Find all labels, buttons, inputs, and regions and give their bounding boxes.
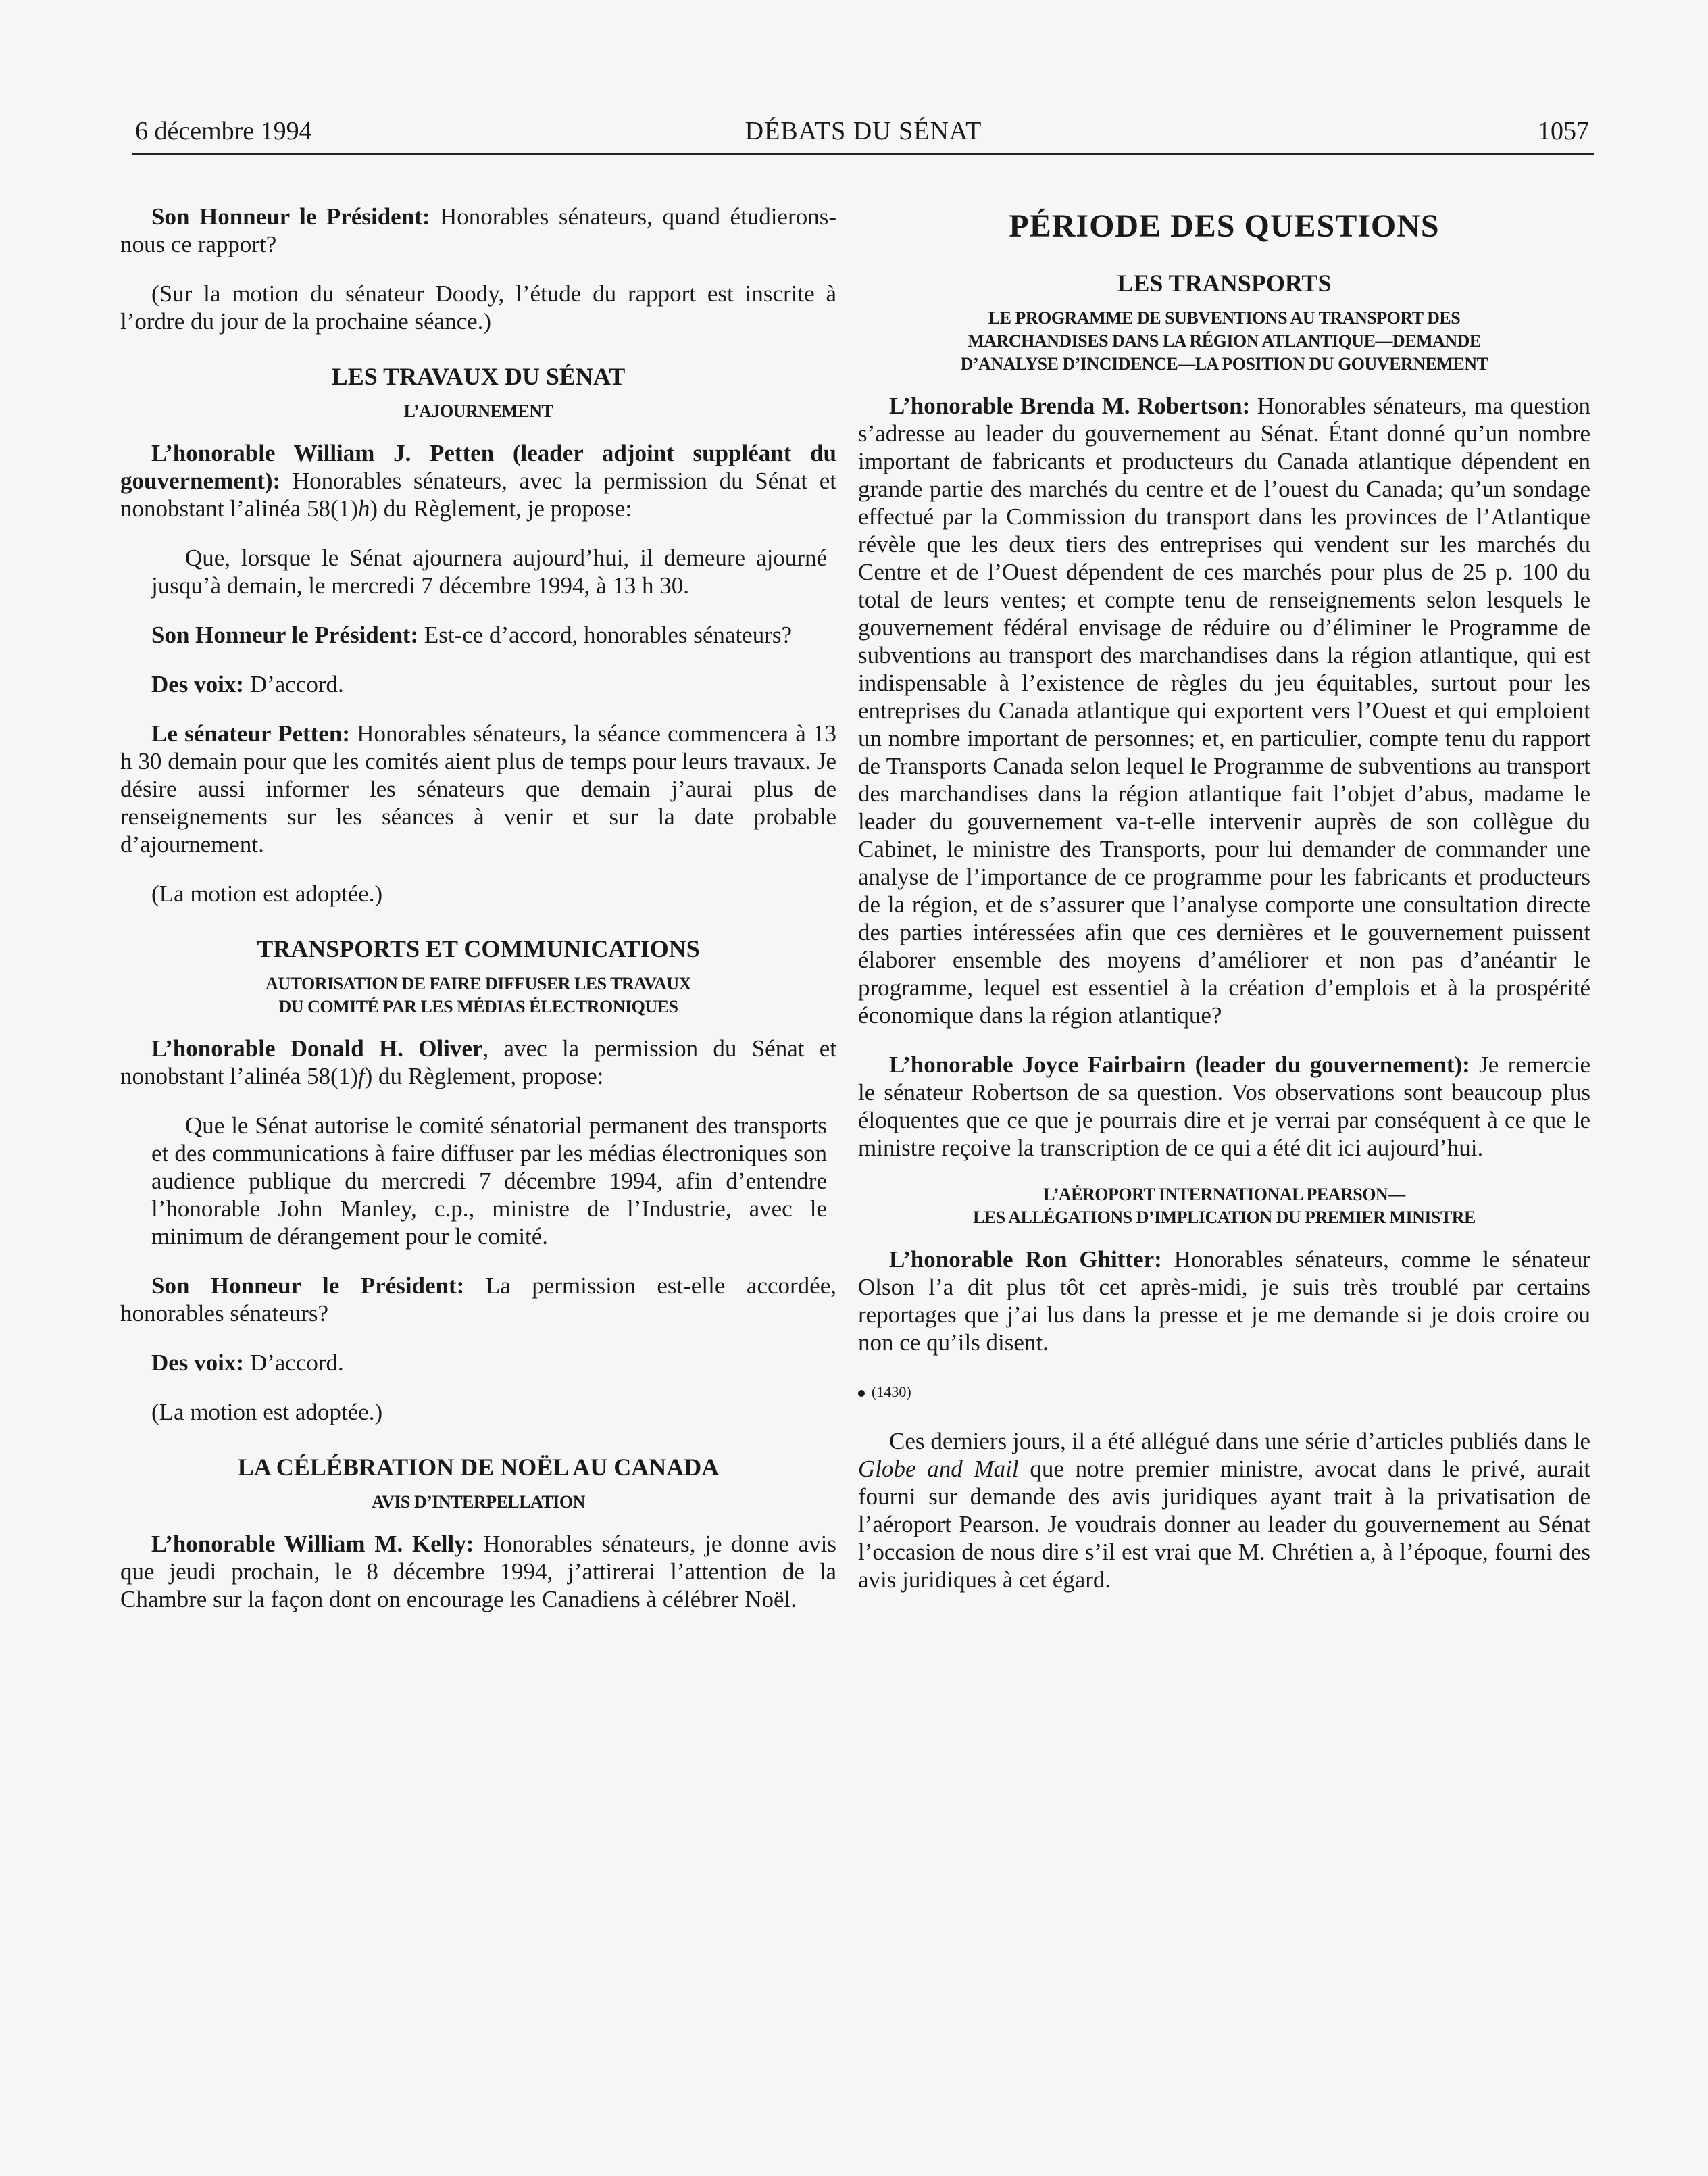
bullet-icon xyxy=(858,1390,865,1397)
subsection-heading xyxy=(858,307,1590,376)
subheading-line: D’ANALYSE D’INCIDENCE—LA POSITION DU GOUVERNEMENT xyxy=(960,354,1488,374)
italic-text: f xyxy=(357,1063,365,1089)
speech-text: Honorables sénateurs, je donne avis que jeudi prochain, le 8 décembre 1994, j’attirerai l’attention de la Chambre sur la façon dont on encourage les Canadiens à célébrer Noël. xyxy=(120,1531,836,1612)
speaker-name: L’honorable Brenda M. Robertson: xyxy=(889,393,1251,419)
paragraph xyxy=(120,1349,836,1377)
paragraph xyxy=(120,203,836,258)
section-heading: TRANSPORTS ET COMMUNICATIONS xyxy=(257,935,700,962)
paragraph xyxy=(120,1530,836,1613)
subheading-line: DU COMITÉ PAR LES MÉDIAS ÉLECTRONIQUES xyxy=(278,997,678,1016)
speaker-name: Son Honneur le Président: xyxy=(151,622,419,648)
speaker-name: L’honorable Ron Ghitter: xyxy=(889,1246,1162,1272)
time-marker-text: (1430) xyxy=(872,1383,911,1400)
subsection-heading xyxy=(858,1183,1590,1229)
section-heading: LES TRAVAUX DU SÉNAT xyxy=(331,363,626,390)
main-section-title: PÉRIODE DES QUESTIONS xyxy=(1009,208,1440,244)
speech-text: Honorables sénateurs, la séance commencera à 13 h 30 demain pour que les comités aient plus de temps pour leurs travaux. Je désire aussi informer les sénateurs que demain j’aurai plus de renseignements sur les séances à venir et sur la date probable d’ajournement. xyxy=(120,720,837,858)
speech-text: ) du Règlement, propose: xyxy=(364,1063,604,1089)
speech-text: Je remercie le sénateur Robertson de sa question. Vos observations sont beaucoup plus éloquentes que ce que je pourrais dire et je verrai par conséquent à ce que le ministre reçoive la transcription de ce qui a été dit ici aujourd’hui. xyxy=(858,1052,1590,1161)
header-page-number: 1057 xyxy=(1538,117,1589,145)
subheading-line: L’AÉROPORT INTERNATIONAL PEARSON— xyxy=(1043,1185,1405,1204)
italic-text: Globe and Mail xyxy=(858,1456,1019,1482)
speech-text: Ces derniers jours, il a été allégué dans une série d’articles publiés dans le xyxy=(889,1428,1590,1454)
speech-text: , avec la permission du Sénat et nonobstant l’alinéa 58(1) xyxy=(120,1035,837,1089)
speaker-name: Des voix: xyxy=(151,671,245,697)
subsection-heading: L’AJOURNEMENT xyxy=(403,401,553,421)
italic-text: h xyxy=(357,495,370,522)
subheading-line: MARCHANDISES DANS LA RÉGION ATLANTIQUE—DEMANDE xyxy=(968,331,1481,351)
subheading-line: LE PROGRAMME DE SUBVENTIONS AU TRANSPORT DES xyxy=(988,308,1461,328)
section-heading: LA CÉLÉBRATION DE NOËL AU CANADA xyxy=(237,1454,720,1481)
speaker-name: Le sénateur Petten: xyxy=(151,720,350,747)
speaker-name: L’honorable William M. Kelly: xyxy=(151,1531,474,1557)
speech-text: ) du Règlement, je propose: xyxy=(370,495,632,522)
speaker-name: Son Honneur le Président: xyxy=(151,203,430,230)
speech-text: D’accord. xyxy=(244,671,344,697)
subheading-line: AUTORISATION DE FAIRE DIFFUSER LES TRAVAUX xyxy=(266,974,691,993)
speech-text: que notre premier ministre, avocat dans le privé, aurait fourni sur demande des avis juridiques ayant trait à la privatisation de l’aéroport Pearson. Je voudrais donner au leader du gouvernement au Sénat l’occasion de nous dire s’il est vrai que M. Chrétien a, à l’époque, fourni des avis juridiques à cet égard. xyxy=(858,1456,1590,1593)
paragraph xyxy=(120,1272,836,1327)
paragraph xyxy=(858,1427,1590,1593)
speech-text: Honorables sénateurs, ma question s’adresse au leader du gouvernement au Sénat. Étant donné qu’un nombre important de fabricants et producteurs du Canada atlantique dépendent en grande partie des marchés du centre et de l’ouest du Canada; qu’un sondage effectué par la Commission du transport dans les provinces de l’Atlantique révèle que les deux tiers des entreprises qui vendent sur les marchés du Centre et de l’Ouest dépendent de ces marchés pour plus de 25 p. 100 du total de leurs ventes; et compte tenu de renseignements selon lesquels le gouvernement fédéral envisage de réduire ou d’éliminer le Programme de subventions au transport des marchandises dans la région atlantique, qui est indispensable à l’existence de règles du jeu équitables, surtout pour les entreprises du Canada atlantique qui exportent vers l’Ouest et qui emploient un nombre important de personnes; et, en particulier, compte tenu du rapport de Transports Canada selon lequel le Programme de subventions au transport des marchandises dans la région atlantique fait l’objet d’abus, madame le leader du gouvernement va-t-elle intervenir auprès de son collègue du Cabinet, le ministre des Transports, pour lui demander de commander une analyse de l’importance de ce programme pour les fabricants et producteurs de la région, et de s’assurer que l’analyse comporte une consultation directe des parties intéressées afin que ces dernières et le gouvernement puissent élaborer ensemble des moyens d’améliorer et non pas d’anéantir le programme, lequel est essentiel à la création d’emplois et à la prospérité économique dans la région atlantique? xyxy=(858,393,1590,1029)
header-date: 6 décembre 1994 xyxy=(135,117,312,145)
motion-quote: Que, lorsque le Sénat ajournera aujourd’hui, il demeure ajourné jusqu’à demain, le mercredi 7 décembre 1994, à 13 h 30. xyxy=(151,545,827,599)
speech-text: Est-ce d’accord, honorables sénateurs? xyxy=(418,622,793,648)
speech-text: Honorables sénateurs, comme le sénateur Olson l’a dit plus tôt cet après-midi, je suis très troublé par certains reportages que j’ai lus dans la presse et je me demande si je dois croire ou non ce qu’ils disent. xyxy=(858,1246,1590,1356)
section-heading: LES TRANSPORTS xyxy=(1117,270,1332,297)
paragraph: (Sur la motion du sénateur Doody, l’étude du rapport est inscrite à l’ordre du jour de la prochaine séance.) xyxy=(120,280,836,335)
speaker-name: L’honorable Joyce Fairbairn (leader du gouvernement): xyxy=(889,1052,1470,1078)
paragraph: (La motion est adoptée.) xyxy=(151,881,383,907)
speech-text: D’accord. xyxy=(244,1350,344,1376)
paragraph xyxy=(120,621,836,649)
running-header xyxy=(132,108,1594,155)
speaker-name: L’honorable Donald H. Oliver xyxy=(151,1035,483,1062)
speech-text: Honorables sénateurs, quand étudierons-nous ce rapport? xyxy=(120,203,836,257)
left-column xyxy=(120,203,836,1635)
paragraph xyxy=(120,1035,836,1090)
paragraph xyxy=(120,439,836,522)
speaker-name: L’honorable William J. Petten (leader adjoint suppléant du gouvernement): xyxy=(120,440,836,494)
header-title: DÉBATS DU SÉNAT xyxy=(745,117,982,145)
speech-text: Honorables sénateurs, avec la permission du Sénat et nonobstant l’alinéa 58(1) xyxy=(120,468,836,522)
paragraph xyxy=(120,670,836,698)
motion-quote: Que le Sénat autorise le comité sénatorial permanent des transports et des communications à faire diffuser par les médias électroniques son audience publique du mercredi 7 décembre 1994, afin d’entendre l’honorable John Manley, c.p., ministre de l’Industrie, avec le minimum de dérangement pour le comité. xyxy=(151,1112,827,1250)
speaker-name: Des voix: xyxy=(151,1350,245,1376)
paragraph xyxy=(120,720,836,858)
subsection-heading xyxy=(120,972,836,1018)
right-column xyxy=(858,203,1590,1615)
subheading-line: LES ALLÉGATIONS D’IMPLICATION DU PREMIER MINISTRE xyxy=(973,1208,1476,1227)
time-marker xyxy=(858,1378,1590,1406)
paragraph xyxy=(858,1245,1590,1356)
paragraph xyxy=(858,1051,1590,1162)
paragraph: (La motion est adoptée.) xyxy=(151,1399,383,1425)
subsection-heading: AVIS D’INTERPELLATION xyxy=(372,1492,585,1512)
speech-text: La permission est-elle accordée, honorables sénateurs? xyxy=(120,1272,836,1327)
paragraph xyxy=(858,392,1590,1029)
speaker-name: Son Honneur le Président: xyxy=(151,1272,465,1299)
